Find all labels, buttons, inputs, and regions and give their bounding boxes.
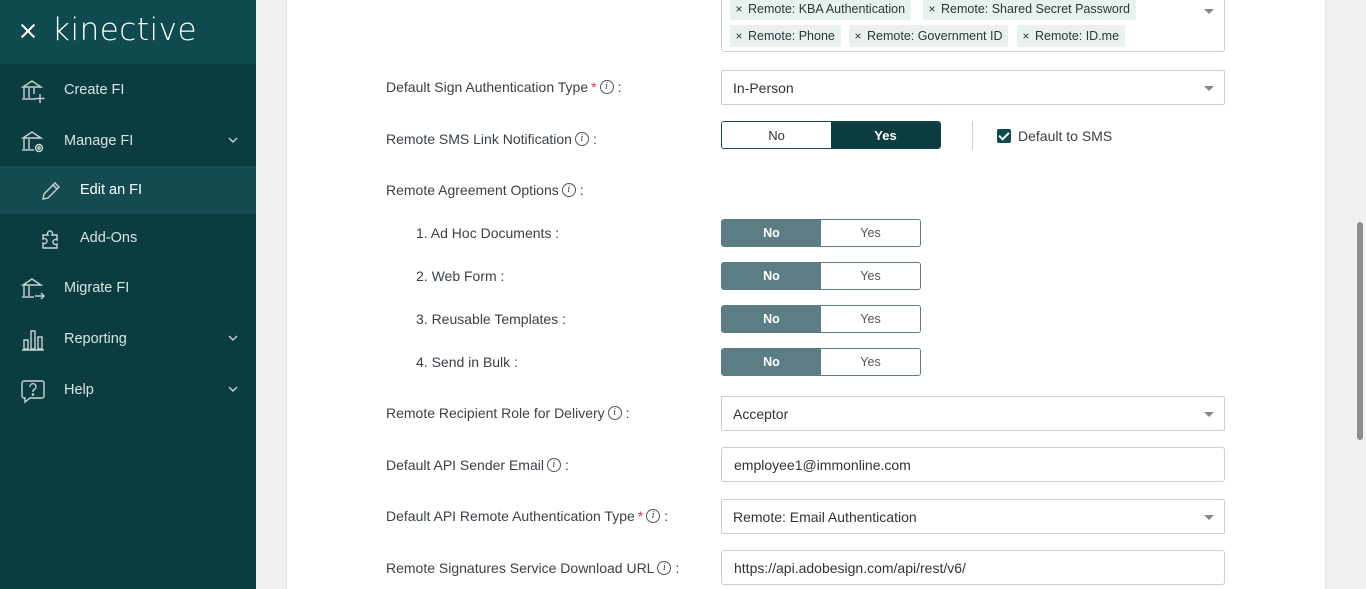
label-colon: : xyxy=(625,405,630,421)
sms-link-no-button[interactable]: No xyxy=(722,122,831,148)
info-icon[interactable]: i xyxy=(608,406,622,420)
divider xyxy=(972,121,973,150)
info-icon[interactable]: i xyxy=(575,132,589,146)
label-text: Remote Signatures Service Download URL xyxy=(386,560,655,576)
sidebar-item-create-fi[interactable] xyxy=(0,66,256,114)
ad-hoc-documents-label: 1. Ad Hoc Documents : xyxy=(416,225,560,241)
tag-shared-secret-password xyxy=(923,0,1136,20)
tag-label: Remote: Phone xyxy=(748,29,835,43)
logo: kinective xyxy=(52,12,198,48)
ad-hoc-documents-toggle xyxy=(721,219,921,247)
chevron-down-icon xyxy=(1204,9,1214,14)
chevron-down-icon xyxy=(1204,86,1214,91)
agreement-options-label xyxy=(386,182,584,198)
sms-link-yes-button[interactable]: Yes xyxy=(831,122,940,148)
tag-government-id xyxy=(849,25,1008,47)
sidebar-item-manage-fi[interactable] xyxy=(0,117,256,165)
bank-add-icon xyxy=(20,78,46,104)
default-sign-auth-label xyxy=(386,79,621,95)
label-colon: : xyxy=(675,560,680,576)
sidebar-item-label: Add-Ons xyxy=(80,230,138,246)
tag-label: Remote: Shared Secret Password xyxy=(941,2,1130,16)
send-in-bulk-no-button[interactable]: No xyxy=(722,349,821,375)
web-form-toggle xyxy=(721,262,921,290)
recipient-role-label xyxy=(386,405,630,421)
info-icon[interactable]: i xyxy=(562,183,576,197)
bar-chart-icon xyxy=(20,327,46,353)
bank-gear-icon xyxy=(20,129,46,155)
sidebar-item-label: Help xyxy=(64,382,94,398)
api-sender-email-input[interactable] xyxy=(721,447,1225,482)
sidebar-item-add-ons[interactable] xyxy=(0,214,256,262)
tag-remove-icon[interactable]: × xyxy=(928,2,936,16)
required-mark: * xyxy=(591,79,597,95)
tag-remove-icon[interactable]: × xyxy=(735,2,743,16)
reusable-templates-label: 3. Reusable Templates : xyxy=(416,311,566,327)
label-text: Remote Agreement Options xyxy=(386,182,559,198)
label-colon: : xyxy=(579,182,584,198)
chevron-down-icon xyxy=(1204,515,1214,520)
select-value: Acceptor xyxy=(733,406,789,422)
api-remote-auth-select[interactable] xyxy=(721,499,1225,534)
ad-hoc-yes-button[interactable]: Yes xyxy=(821,220,920,246)
tag-label: Remote: KBA Authentication xyxy=(748,2,906,16)
sidebar-item-label: Manage FI xyxy=(64,133,134,149)
select-value: Remote: Email Authentication xyxy=(733,509,917,525)
send-in-bulk-label: 4. Send in Bulk : xyxy=(416,354,518,370)
label-colon: : xyxy=(617,79,622,95)
tag-label: Remote: Government ID xyxy=(867,29,1003,43)
info-icon[interactable]: i xyxy=(657,561,671,575)
pencil-icon xyxy=(38,178,64,204)
chevron-down-icon xyxy=(228,333,238,343)
api-sender-email-label xyxy=(386,457,569,473)
chevron-down-icon xyxy=(1204,412,1214,417)
chevron-down-icon xyxy=(228,384,238,394)
web-form-no-button[interactable]: No xyxy=(722,263,821,289)
tag-id-me xyxy=(1017,25,1125,47)
tag-remove-icon[interactable]: × xyxy=(1022,29,1030,43)
reusable-templates-yes-button[interactable]: Yes xyxy=(821,306,920,332)
info-icon[interactable]: i xyxy=(600,80,614,94)
default-to-sms-label: Default to SMS xyxy=(1018,128,1113,144)
api-remote-auth-label xyxy=(386,508,668,524)
reusable-templates-toggle xyxy=(721,305,921,333)
info-icon[interactable]: i xyxy=(646,509,660,523)
web-form-yes-button[interactable]: Yes xyxy=(821,263,920,289)
tag-remove-icon[interactable]: × xyxy=(735,29,743,43)
sidebar-item-label: Create FI xyxy=(64,82,125,98)
sidebar-item-label: Reporting xyxy=(64,331,127,347)
close-icon[interactable] xyxy=(17,20,39,42)
auth-types-multiselect[interactable] xyxy=(721,0,1225,52)
tag-label: Remote: ID.me xyxy=(1035,29,1120,43)
sidebar-item-label: Edit an FI xyxy=(80,182,143,198)
sidebar-item-edit-fi[interactable] xyxy=(0,166,256,214)
sms-link-toggle xyxy=(721,121,941,149)
default-sign-auth-select[interactable] xyxy=(721,70,1225,105)
recipient-role-select[interactable] xyxy=(721,396,1225,431)
label-colon: : xyxy=(564,457,569,473)
sidebar-item-help[interactable] xyxy=(0,366,256,414)
reusable-templates-no-button[interactable]: No xyxy=(722,306,821,332)
scrollbar[interactable] xyxy=(1354,0,1366,589)
sidebar-item-label: Migrate FI xyxy=(64,280,130,296)
download-url-label xyxy=(386,560,679,576)
required-mark: * xyxy=(637,508,644,524)
scrollbar-thumb[interactable] xyxy=(1357,222,1363,440)
label-text: Default API Sender Email xyxy=(386,457,544,473)
sidebar-item-migrate-fi[interactable] xyxy=(0,264,256,312)
sms-link-label xyxy=(386,131,597,147)
label-colon: : xyxy=(664,508,669,524)
label-text: Remote SMS Link Notification xyxy=(386,131,572,147)
bank-arrow-icon xyxy=(20,276,46,302)
sidebar-item-reporting[interactable] xyxy=(0,315,256,363)
info-icon[interactable]: i xyxy=(547,458,561,472)
default-to-sms-checkbox[interactable] xyxy=(997,129,1011,143)
ad-hoc-no-button[interactable]: No xyxy=(722,220,821,246)
puzzle-icon xyxy=(38,226,64,252)
tag-phone xyxy=(730,25,841,47)
question-icon xyxy=(20,378,46,404)
label-text: Default Sign Authentication Type xyxy=(386,79,589,95)
label-colon: : xyxy=(592,131,597,147)
label-text: Remote Recipient Role for Delivery xyxy=(386,405,605,421)
send-in-bulk-toggle xyxy=(721,348,921,376)
web-form-label: 2. Web Form : xyxy=(416,268,505,284)
sidebar xyxy=(0,0,256,589)
tag-kba-authentication xyxy=(730,0,911,20)
label-text: Default API Remote Authentication Type xyxy=(386,508,635,524)
brand-bar xyxy=(0,0,256,64)
chevron-down-icon xyxy=(228,135,238,145)
tag-remove-icon[interactable]: × xyxy=(854,29,862,43)
select-value: In-Person xyxy=(733,80,794,96)
download-url-input[interactable] xyxy=(721,550,1225,585)
send-in-bulk-yes-button[interactable]: Yes xyxy=(821,349,920,375)
